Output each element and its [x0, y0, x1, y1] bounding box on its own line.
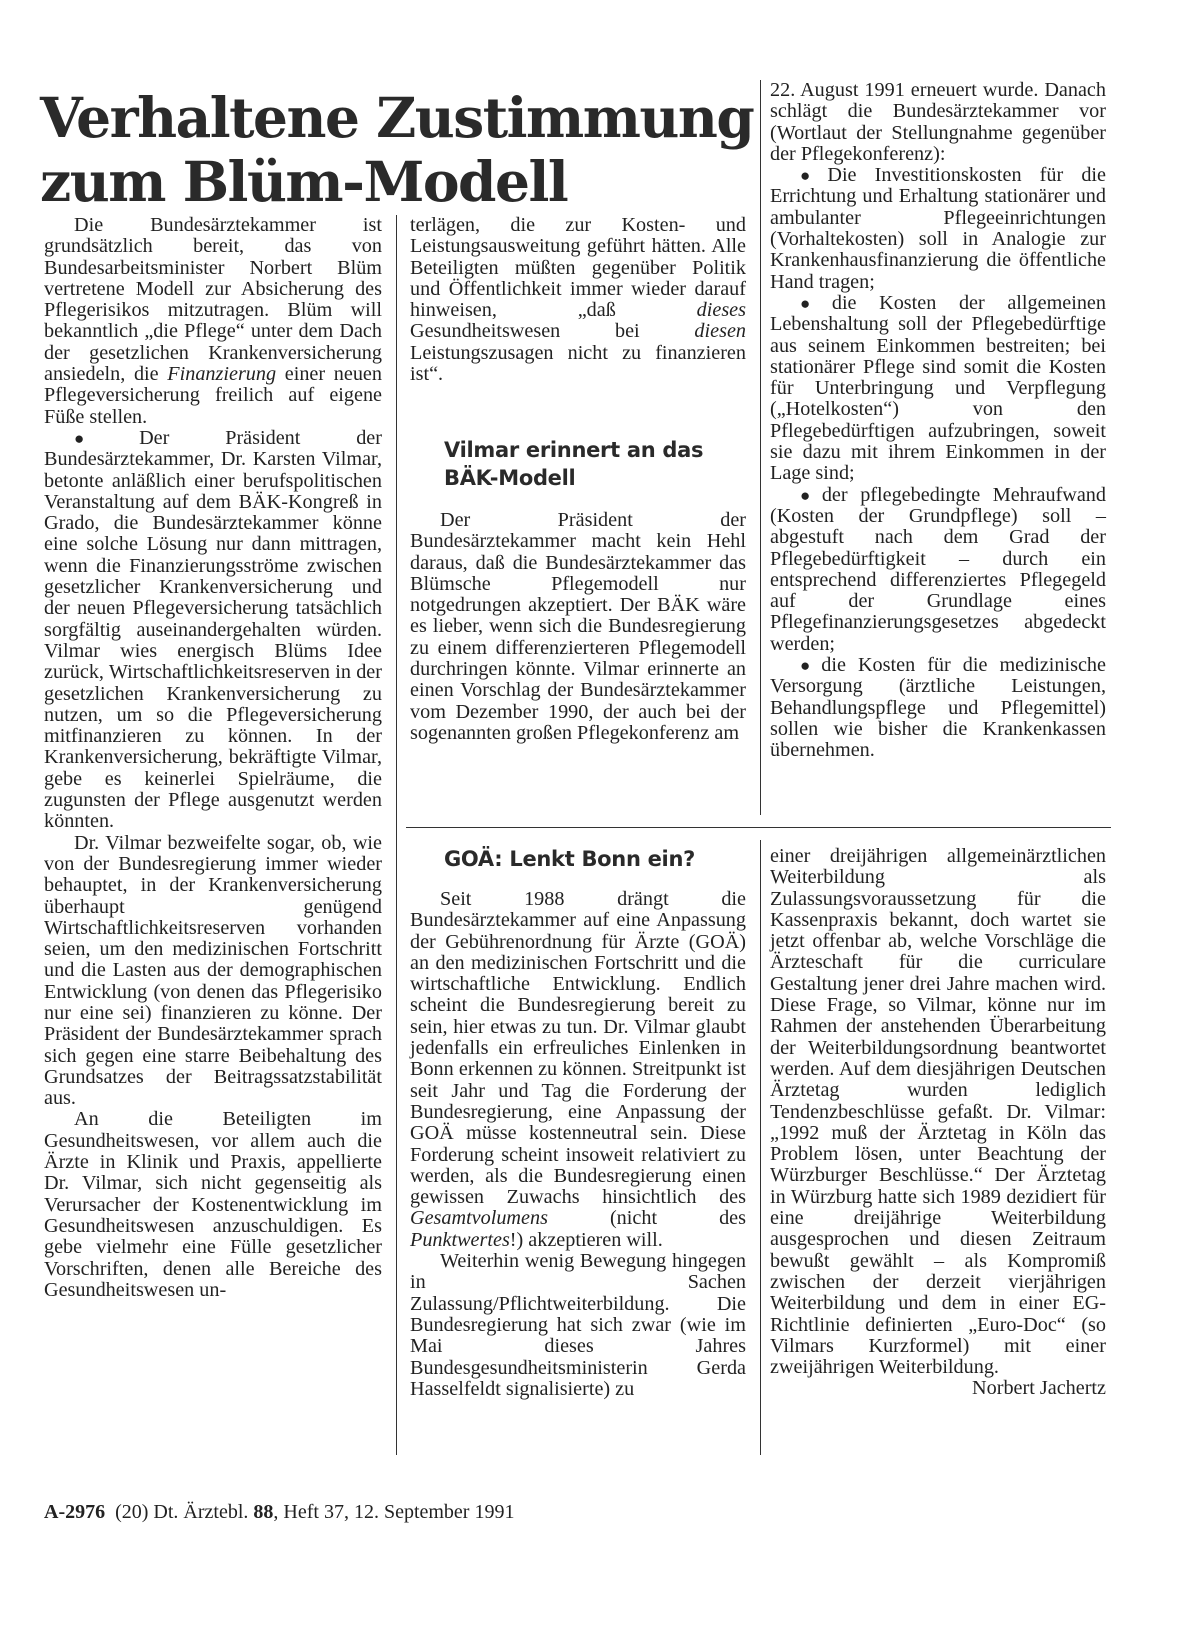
- column-rule-2-top: [760, 80, 761, 815]
- paragraph: einer dreijährigen allgemeinärztlichen Weiterbildung als Zulassungsvoraussetzung für die Kassenpraxis bekannt, doch wartet sie jetzt offenbar ab, welche Vorschläge die Ärzteschaft für die curriculare Gestaltung jener drei Jahre machen wird. Diese Frage, so Vilmar, könne nur im Rahmen der anstehenden Überarbeitung der Weiterbildungsordnung beantwortet werden. Auf dem diesjährigen Deutschen Ärztetag wurden lediglich Tendenzbeschlüsse gefaßt. Dr. Vilmar: „1992 muß der Ärztetag in Köln das Problem lösen, unter Beachtung der Würzburger Beschlüsse.“ Der Ärztetag in Würzburg hatte sich 1989 dezidiert für eine dreijährige Weiterbildung ausgesprochen und diesen Zeitraum bewußt gewählt – als Kompromiß zwischen der derzeit vierjährigen Weiterbildung und dem in einer EG-Richtlinie definierten „Euro-Doc“ (so Vilmars Kurzformel) mit einer zweijährigen Weiterbildung.: [770, 845, 1106, 1379]
- bullet-icon: [800, 484, 822, 506]
- page-footer: [44, 1500, 514, 1524]
- bullet-icon: [800, 292, 832, 314]
- paragraph: ● Der Präsident der Bundesärztekammer, Dr. Karsten Vilmar, betonte anläßlich einer berufspolitischen Veranstaltung auf dem BÄK-Kongreß in Grado, die Bundesärztekammer könne eine solche Lösung nur dann mittragen, wenn die Finanzierungsströme zwischen gesetzlicher Krankenversicherung und der neuen Pflegeversicherung tatsächlich sorgfältig auseinandergehalten würden. Vilmar wies energisch Blüms Idee zurück, Wirtschaftlichkeitsreserven in der gesetzlichen Krankenversicherung zu nutzen, um so die Pflegeversicherung mitfinanzieren zu können. In der Krankenversicherung, bekräftigte Vilmar, gebe es keinerlei Spielräume, die zugunsten der Pflege ausgenutzt werden könnten.: [44, 428, 382, 833]
- paragraph: An die Beteiligten im Gesundheitswesen, vor allem auch die Ärzte in Klinik und Praxis, appellierte Dr. Vilmar, sich nicht gegenseitig als Verursacher der Kostenentwicklung im Gesundheitswesen anzuschuldigen. Es gebe vielmehr eine Fülle gesetzlicher Vorschriften, denen alle Bereiche des Gesundheitswesen un-: [44, 1108, 382, 1301]
- article-column-2-continued: [410, 510, 746, 744]
- bullet-icon: [800, 654, 821, 676]
- section-divider: [406, 827, 1111, 828]
- list-item: ● die Kosten für die medizinische Versorgung (ärztliche Leistungen, Behandlungspflege und Pflegemittel) sollen wie bisher die Krankenkassen übernehmen.: [770, 655, 1106, 761]
- subheading-goae: GOÄ: Lenkt Bonn ein?: [444, 847, 695, 871]
- list-item: ● die Kosten der allgemeinen Lebenshaltung soll der Pflegebedürftige aus seinem Einkommen bestreiten; bei stationärer Pflege sind somit die Kosten für Unterbringung und Verpflegung („Hotelkosten“) von den Pflegebedürftigen aufzubringen, soweit sie dazu mit ihrem Einkommen in der Lage sind;: [770, 293, 1106, 485]
- paragraph: terlägen, die zur Kosten- und Leistungsausweitung geführt hätten. Alle Beteiligten müßten gegenüber Politik und Öffentlichkeit immer wieder darauf hinweisen, „daß dieses Gesundheitswesen bei diesen Leistungszusagen nicht zu finanzieren ist“.: [410, 214, 746, 386]
- goae-column-2: [410, 889, 746, 1400]
- list-item: ● der pflegebedingte Mehraufwand (Kosten der Grundpflege) soll – abgestuft nach dem Grad der Pflegebedürftigkeit – durch ein entsprechend differenziertes Pflegegeld auf der Grundlage eines Pflegefinanzierungsgesetzes abgedeckt werden;: [770, 485, 1106, 655]
- article-column-2: [410, 215, 746, 385]
- bullet-icon: [74, 427, 139, 449]
- page-number: A-2976: [44, 1501, 106, 1523]
- paragraph: 22. August 1991 erneuert wurde. Danach schlägt die Bundesärztekammer vor (Wortlaut der Stellungnahme gegenüber der Pflegekonferenz):: [770, 79, 1106, 165]
- column-rule-1: [396, 215, 397, 1455]
- paragraph: Die Bundesärztekammer ist grundsätzlich bereit, das von Bundesarbeitsminister Norbert Blüm vertretene Modell zur Absicherung des Pflegerisikos mitzutragen. Blüm will bekanntlich „die Pflege“ unter dem Dach der gesetzlichen Krankenversicherung ansiedeln, die Finanzierung einer neuen Pflegeversicherung freilich auf eigene Füße stellen.: [44, 214, 382, 428]
- volume-number: 88: [253, 1501, 274, 1523]
- subheading-vilmar: Vilmar erinnert an das BÄK-Modell: [444, 438, 704, 490]
- paragraph: Weiterhin wenig Bewegung hingegen in Sachen Zulassung/Pflichtweiterbildung. Die Bundesregierung hat sich zwar (wie im Mai dieses Jahres Bundesgesundheitsministerin Gerda Hasselfeldt signalisierte) zu: [410, 1250, 746, 1400]
- goae-column-3: [770, 846, 1106, 1400]
- citation: (20) Dt. Ärztebl.: [115, 1501, 254, 1523]
- citation-issue: , Heft 37, 12. September 1991: [273, 1501, 515, 1523]
- paragraph: Seit 1988 drängt die Bundesärztekammer auf eine Anpassung der Gebührenordnung für Ärzte (GOÄ) an den medizinischen Fortschritt und die wirtschaftliche Entwicklung. Endlich scheint die Bundesregierung bereit zu sein, hier etwas zu tun. Dr. Vilmar glaubt jedenfalls ein erfreuliches Einlenken in Bonn erkennen zu können. Streitpunkt ist seit Jahr und Tag die Forderung der Bundesregierung, eine Anpassung der GOÄ müsse kostenneutral sein. Diese Forderung scheint insoweit relativiert zu werden, als die Bundesregierung einen gewissen Zuwachs hinsichtlich des Gesamtvolumens (nicht des Punktwertes!) akzeptieren will.: [410, 888, 746, 1251]
- paragraph: Dr. Vilmar bezweifelte sogar, ob, wie von der Bundesregierung immer wieder behauptet, in der Krankenversicherung überhaupt genügend Wirtschaftlichkeitsreserven vorhanden seien, um den medizinischen Fortschritt und die Lasten aus der demographischen Entwicklung (von denen das Pflegerisiko nur eine sei) finanzieren zu könne. Der Präsident der Bundesärztekammer sprach sich gegen eine starre Beibehaltung des Grundsatzes der Beitragssatzstabilität aus.: [44, 831, 382, 1110]
- article-column-3: [770, 80, 1106, 762]
- author-signature: Norbert Jachertz: [972, 1377, 1106, 1400]
- paragraph: Der Präsident der Bundesärztekammer macht kein Hehl daraus, daß die Bundesärztekammer das Blümsche Pflegemodell nur notgedrungen akzeptiert. Der BÄK wäre es lieber, wenn sich die Bundesregierung zu einem differenzierteren Pflegemodell durchringen könnte. Vilmar erinnerte an einen Vorschlag der Bundesärztekammer vom Dezember 1990, der auch bei der sogenannten großen Pflegekonferenz am: [410, 509, 746, 744]
- article-title: Verhaltene Zustimmung zum Blüm-Modell: [40, 85, 754, 214]
- article-column-1: [44, 215, 382, 1301]
- bullet-icon: [800, 164, 827, 186]
- list-item: ● Die Investitionskosten für die Errichtung und Erhaltung stationärer und ambulanter Pflegeeinrichtungen (Vorhaltekosten) soll in Analogie zur Krankenhausfinanzierung die öffentliche Hand tragen;: [770, 165, 1106, 293]
- column-rule-2-bottom: [760, 840, 761, 1455]
